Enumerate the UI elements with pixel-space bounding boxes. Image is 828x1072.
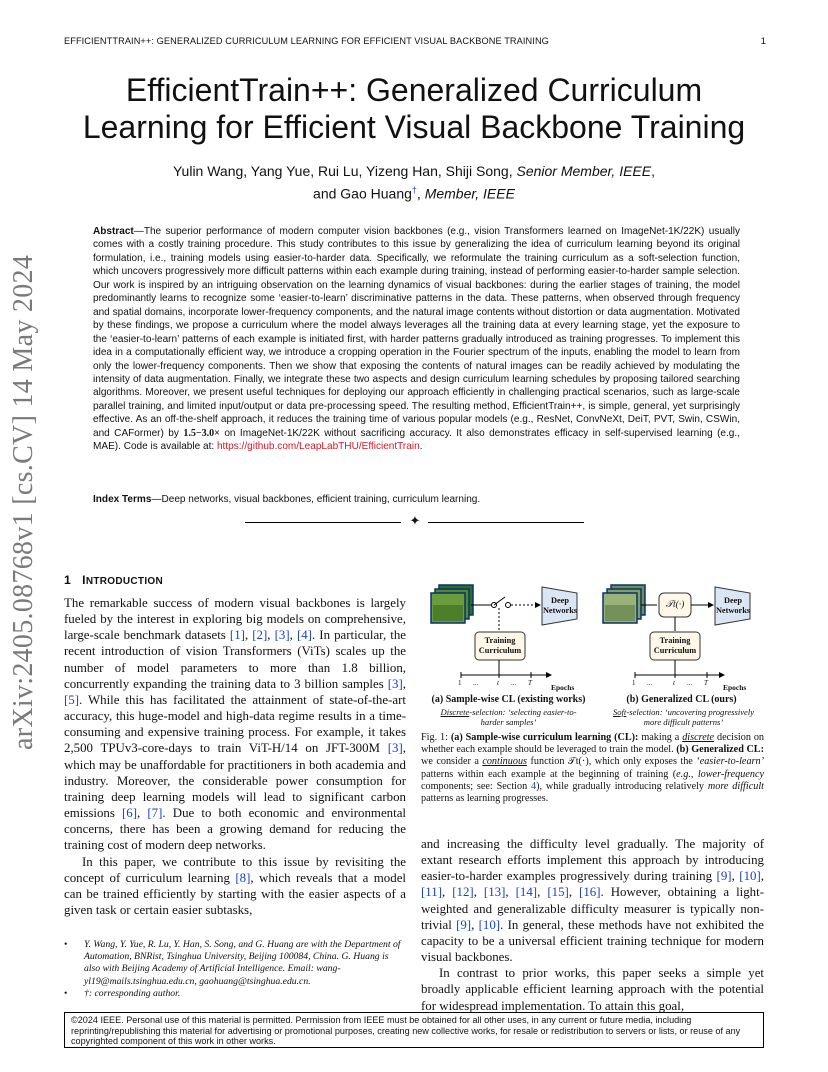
text-run: . In particular, the recent introduction of vision Transformers (ViTs) scales up the number of model parameters to more than 1.8 billion, concurrently expanding the training data to 3 billion samples <box>64 628 407 691</box>
abstract-label: Abstract <box>93 226 134 237</box>
text-run: In this paper, we contribute to this issue by revisiting the concept of curriculum learning <box>64 854 406 885</box>
sep: , <box>731 869 740 884</box>
citation[interactable]: [2] <box>252 628 268 643</box>
text-run: . However, obtaining a light-weighted and generalizable difficulty measurer is typically non-trivial <box>421 885 764 932</box>
sep: , <box>289 628 297 643</box>
corresponding-mark: † <box>411 185 417 195</box>
left-column-body <box>64 595 406 918</box>
caption-text: making a <box>638 732 683 743</box>
author-list <box>40 162 788 204</box>
tick-dots-b: ... <box>647 679 653 687</box>
divider-left <box>245 522 401 523</box>
citation[interactable]: [10] <box>478 917 501 932</box>
citation[interactable]: [3] <box>387 676 403 691</box>
caption-text: decision on whether each example should be leveraged to train the model. <box>421 732 765 756</box>
deep-networks-label-b: Deep Networks <box>715 596 751 615</box>
author-role-2: Member, IEEE <box>424 185 515 202</box>
text-run: , which may be unaffordable for practitioners in both academia and industry. Moreover, the considerable power consumption for training deep learning models will lead to significant carbon emissions <box>64 741 406 821</box>
title-line-2: Learning for Efficient Visual Backbone Training <box>82 109 746 145</box>
citation[interactable]: [14] <box>515 885 538 900</box>
caption-text: patterns as learning progresses. <box>421 793 549 805</box>
sep: , <box>244 628 253 643</box>
image-stack-b <box>603 585 645 623</box>
training-curriculum-label-a: Training Curriculum <box>478 636 522 655</box>
intro-paragraph-1 <box>64 595 406 854</box>
text-run: and increasing the difficulty level gradually. The majority of extant research efforts implement this approach by introducing easier-to-harder examples progressively during training <box>421 837 764 884</box>
section-title-first: I <box>82 573 86 587</box>
code-link[interactable]: https://github.com/LeapLabTHU/EfficientTrain <box>216 441 420 453</box>
divider-right <box>428 522 584 523</box>
sep: , <box>537 885 548 900</box>
abstract-link-end: . <box>419 441 423 453</box>
paper-title <box>40 72 788 146</box>
citation[interactable]: [13] <box>483 885 506 900</box>
sep: , <box>760 869 764 884</box>
citation[interactable]: [5] <box>64 692 80 707</box>
tick-T-b: T <box>704 679 708 687</box>
intro-paragraph-2 <box>64 854 406 919</box>
subfigure-b-desc <box>611 707 756 727</box>
epochs-label-a: Epochs <box>551 683 575 692</box>
citation[interactable]: [7] <box>147 806 163 821</box>
sep: , <box>568 885 580 900</box>
footnote-corresponding <box>64 988 406 1000</box>
authors-line-1-end: , <box>651 163 655 179</box>
training-curriculum-label-b: Training Curriculum <box>653 636 697 655</box>
citation[interactable]: [15] <box>547 885 569 900</box>
section-number: 1 <box>64 573 72 587</box>
footnote-affiliation <box>64 939 406 988</box>
divider-ornament: ✦ <box>409 513 421 528</box>
tick-t-a: t <box>497 679 499 687</box>
index-terms <box>93 493 740 506</box>
section-title-rest: NTRODUCTION <box>85 576 164 587</box>
abstract <box>93 225 740 454</box>
caption-italic: more difficult <box>707 780 764 792</box>
sep: , <box>471 917 479 932</box>
text-run: The remarkable success of modern visual backbones is largely fueled by the interest in exploring big models on comprehensive, large-scale benchmark datasets <box>64 596 406 643</box>
citation[interactable]: [16] <box>579 885 601 900</box>
citation[interactable]: [9] <box>456 917 472 932</box>
abstract-text-end: on ImageNet-1K/22K without sacrificing accuracy. It also demonstrates efficacy in self-supervised learning (e.g., MAE). Code is available at: <box>93 427 740 453</box>
caption-text: patterns within each example at the beginning of training ( <box>421 768 677 780</box>
abstract-speedup: 1.5−3.0× <box>183 427 220 439</box>
subfigure-a-title: (a) Sample-wise CL (existing works) <box>431 694 586 705</box>
figure-1-caption <box>421 732 764 805</box>
authors-line-2-sep: , <box>416 185 425 202</box>
tick-dots-a2: ... <box>511 679 517 687</box>
tick-T-a: T <box>528 679 532 687</box>
citation[interactable]: [11] <box>421 885 442 900</box>
sep: , <box>267 628 275 643</box>
epochs-label-b: Epochs <box>723 683 747 692</box>
running-head: EFFICIENTTRAIN++: GENERALIZED CURRICULUM LEARNING FOR EFFICIENT VISUAL BACKBONE TRAINING <box>64 36 549 46</box>
page-number: 1 <box>760 36 766 47</box>
citation[interactable]: [3] <box>274 628 290 643</box>
right-column-body <box>421 836 764 1014</box>
copyright-notice: ©2024 IEEE. Personal use of this material is permitted. Permission from IEEE must be obtained for all other uses, in any current or future media, including reprinting/republishing this material for advertising or promotional purposes, creating new collective works, for resale or redistribution to servers or lists, or reuse of any copyrighted component of this work in other works. <box>64 1012 764 1048</box>
footnote-bullet: • <box>64 987 68 999</box>
footnote-text: †: corresponding author. <box>84 987 181 999</box>
subfigure-b-title: (b) Generalized CL (ours) <box>626 694 737 705</box>
text-run: . Due to both economic and environmental concerns, there has been a growing demand for reducing the training cost of modern deep networks. <box>64 806 406 853</box>
text-run: . In general, these methods have not exhibited the capacity to be a universal efficient training technique for modern visual backbones. <box>421 917 765 965</box>
subfigure-b-desc-text: -selection: ‘uncovering progressively more difficult patterns’ <box>626 707 755 727</box>
citation[interactable]: [12] <box>452 885 474 900</box>
caption-text: , <box>690 768 698 780</box>
citation[interactable]: [10] <box>739 869 761 884</box>
footnote-bullet: • <box>64 939 68 950</box>
abstract-text: —The superior performance of modern computer vision backbones (e.g., vision Transformers learned on ImageNet-1K/22K) usually comes with a costly training procedure. This study contributes to this issue by generalizing the idea of curriculum learning beyond its original formulation, i.e., training models using easier-to-harder data. Specifically, we reformulate the training curriculum as a soft-selection function, which uncovers progressively more difficult patterns within each example during training, instead of performing easier-to-harder sample selection. Our work is inspired by an intriguing observation on the learning dynamics of visual backbones: during the earlier stages of training, the model predominantly learns to recognize some ‘easier-to-learn’ discriminative patterns in the data. These patterns, when observed through frequency and spatial domains, incorporate lower-frequency components, and the natural image contents without distortion or data augmentation. Motivated by these findings, we propose a curriculum where the model always leverages all the training data at every learning stage, yet the exposure to the ‘easier-to-learn’ patterns of each example is initiated first, with harder patterns gradually introduced as training progresses. To implement this idea in a computationally efficient way, we introduce a cropping operation in the Fourier spectrum of the inputs, enabling the model to learn from only the lower-frequency components. Then we show that exposing the contents of natural images can be readily achieved by modulating the intensity of data augmentation. Finally, we integrate these two aspects and design curriculum learning schedules by proposing tailored searching algorithms. Moreover, we present useful techniques for deploying our approach efficiently in challenging practical scenarios, such as large-scale parallel training, and limited input/output or data pre-processing speed. The resulting method, EfficientTrain++, is simple, general, yet surprisingly effective. As an off-the-shelf approach, it reduces the training time of various popular models (e.g., ResNet, ConvNeXt, DeiT, PVT, Swin, CSWin, and CAFormer) by <box>93 226 740 439</box>
caption-italic: lower-frequency <box>697 768 765 780</box>
tick-t-b: t <box>673 679 675 687</box>
right-paragraph-2: In contrast to prior works, this paper seeks a simple yet broadly applicable efficient learning approach with the potential for widespread implementation. To attain this goal, <box>421 966 764 1013</box>
deep-networks-label-a: Deep Networks <box>542 596 578 615</box>
section-reference[interactable]: 4 <box>531 780 537 792</box>
sep: , <box>473 885 484 900</box>
footnote-text: Y. Wang, Y. Yue, R. Lu, Y. Han, S. Song, and G. Huang are with the Department of Automation, BNRist, Tsinghua University, Beijing 100084, China. G. Huang is also with Beijing Academy of Artificial Intelligence. Email: wang-yl19@mails.tsinghua.edu.cn, gaohuang@tsinghua.edu.cn. <box>84 939 401 987</box>
index-terms-label: Index Terms <box>93 494 152 505</box>
caption-text: function 𝒯t(·), which only exposes the <box>527 756 697 768</box>
footnotes <box>64 939 406 1000</box>
subfigure-a-desc-text: -selection: ‘selecting easier-to-harder samples’ <box>469 707 577 727</box>
author-role-1: Senior Member, IEEE <box>516 163 652 179</box>
text-run: . While this has facilitated the attainment of state-of-the-art accuracy, this huge-model and high-data regime results in a time-consuming and expensive training process. For example, it takes 2,500 TPUv3-core-days to train ViT-H/14 on JFT-300M <box>64 692 406 756</box>
citation[interactable]: [9] <box>716 869 732 884</box>
sep: , <box>442 885 453 900</box>
sep: , <box>505 885 516 900</box>
caption-underlined: continuous <box>482 756 528 768</box>
right-paragraph-1 <box>421 836 764 965</box>
subfigure-b-desc-underlined: Soft <box>612 707 627 717</box>
tick-1-a: 1 <box>458 679 462 687</box>
sep: , <box>137 806 148 821</box>
caption-italic: ‘easier-to-learn’ <box>696 756 764 768</box>
image-stack-a <box>431 585 473 623</box>
caption-b-bold: (b) Generalized CL: <box>676 744 764 756</box>
caption-a-bold: (a) Sample-wise curriculum learning (CL): <box>450 732 639 743</box>
citation[interactable]: [6] <box>121 806 138 821</box>
tick-dots-a: ... <box>473 679 479 687</box>
section-heading <box>64 573 163 587</box>
caption-text: components; see: Section <box>421 780 532 792</box>
citation[interactable]: [3] <box>387 741 403 756</box>
caption-text: we consider a <box>421 756 483 768</box>
citation[interactable]: [8] <box>235 870 251 885</box>
caption-underlined: discrete <box>682 732 715 743</box>
tick-dots-b2: ... <box>687 679 693 687</box>
authors-line-1: Yulin Wang, Yang Yue, Rui Lu, Yizeng Han, Shiji Song, <box>172 163 517 179</box>
sep: , <box>402 676 406 691</box>
citation[interactable]: [4] <box>296 628 312 643</box>
caption-label: Fig. 1: <box>421 732 451 743</box>
tt-function-label: 𝒯t(·) <box>665 600 685 610</box>
index-terms-text: —Deep networks, visual backbones, efficient training, curriculum learning. <box>151 494 481 505</box>
citation[interactable]: [1] <box>229 628 245 643</box>
caption-italic: e.g. <box>676 768 691 780</box>
arxiv-stamp: arXiv:2405.08768v1 [cs.CV] 14 May 2024 <box>8 254 39 750</box>
authors-line-2: and Gao Huang <box>313 185 412 202</box>
subfigure-a-desc-underlined: Discrete <box>440 707 470 717</box>
title-line-1: EfficientTrain++: Generalized Curriculum <box>125 72 703 108</box>
text-run: , which reveals that a model can be trained efficiently by starting with the easier aspects of a given task or certain easier subtasks, <box>64 870 406 917</box>
subfigure-a-desc <box>436 707 581 727</box>
tick-1-b: 1 <box>632 679 636 687</box>
caption-text: ), while gradually introducing relatively <box>536 780 708 792</box>
figure-1 <box>421 575 764 730</box>
